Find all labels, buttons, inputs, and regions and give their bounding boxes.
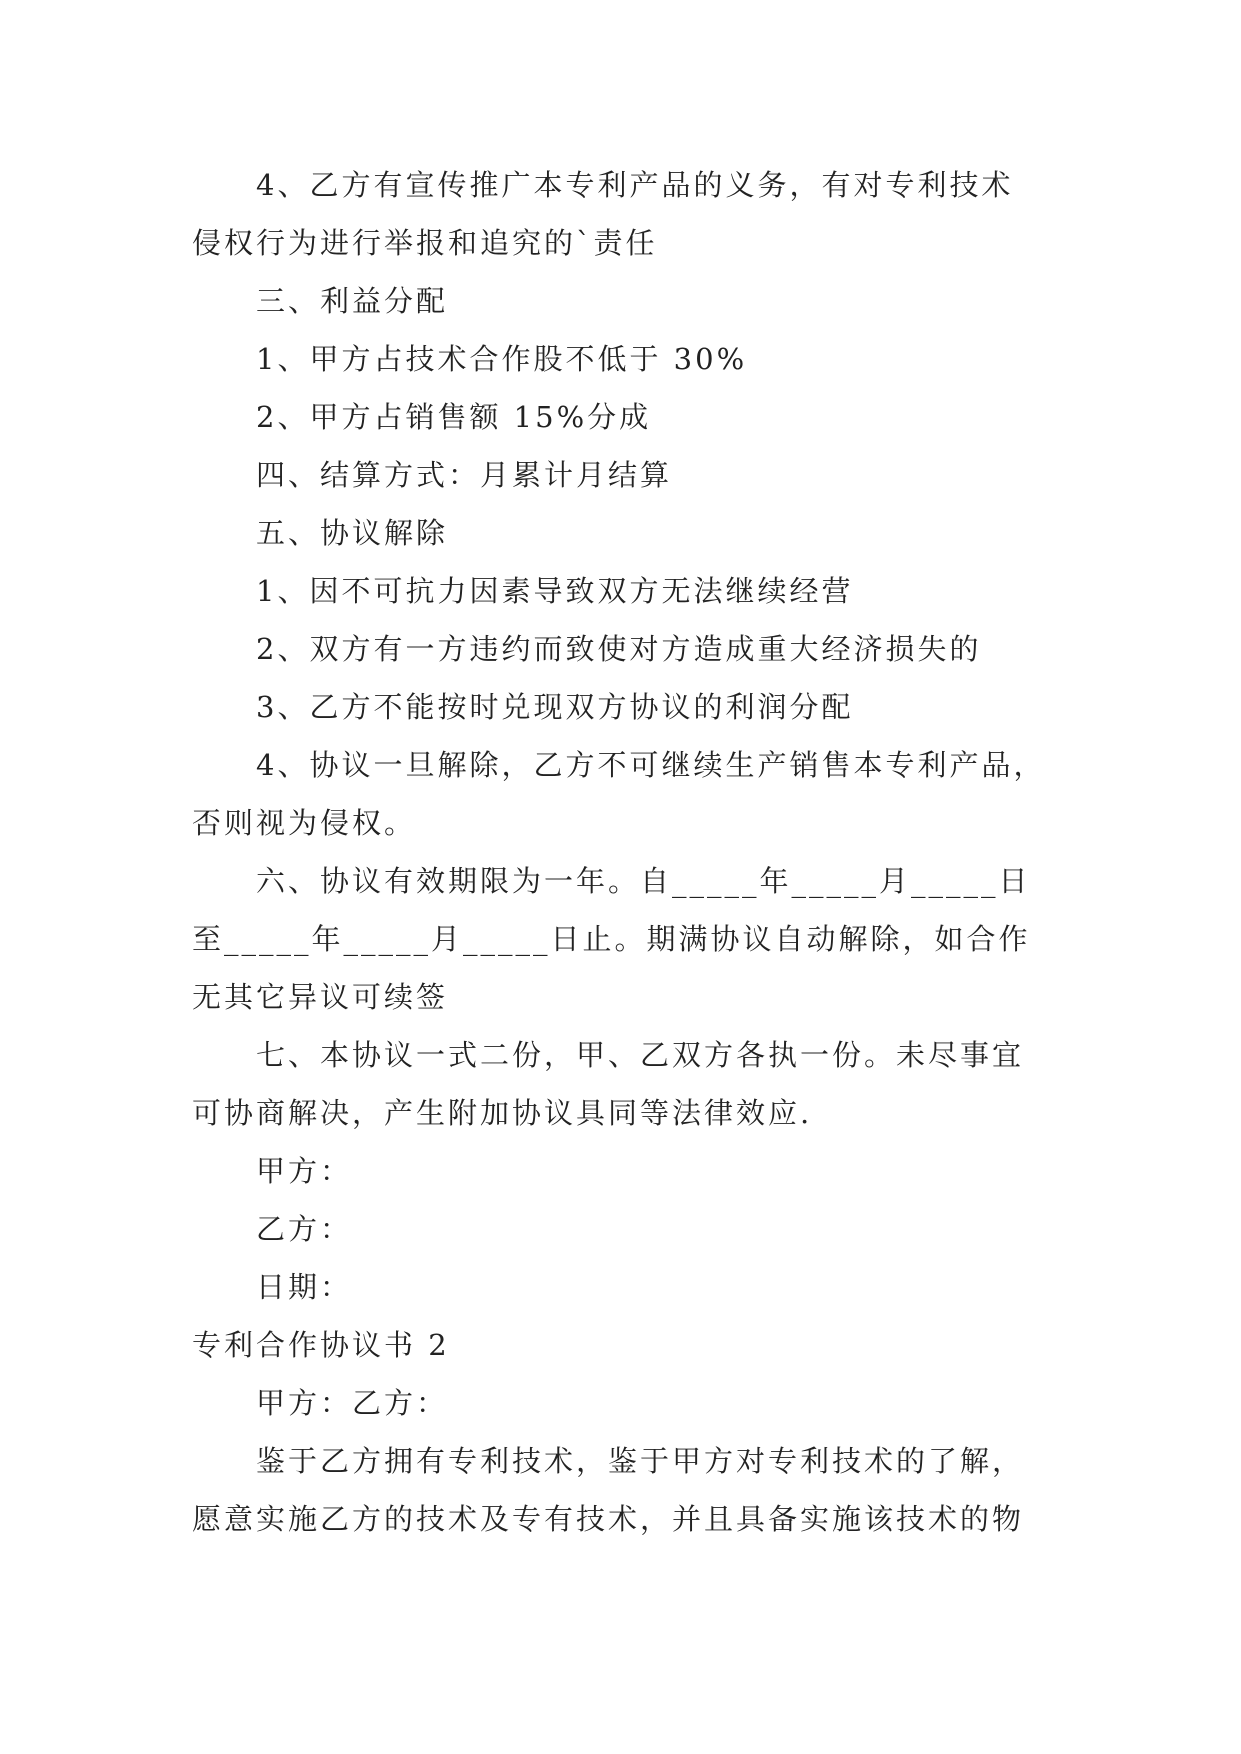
paragraph-line: 2、甲方占销售额 15%分成 bbox=[256, 400, 652, 434]
paragraph-line: 至_____年_____月_____日止。期满协议自动解除，如合作 bbox=[192, 922, 1031, 956]
paragraph-line: 1、甲方占技术合作股不低于 30% bbox=[256, 342, 748, 376]
paragraph-line: 鉴于乙方拥有专利技术，鉴于甲方对专利技术的了解， bbox=[256, 1444, 1025, 1478]
paragraph-line: 七、本协议一式二份，甲、乙双方各执一份。未尽事宜 bbox=[256, 1038, 1025, 1072]
paragraph-line: 1、因不可抗力因素导致双方无法继续经营 bbox=[256, 574, 854, 608]
paragraph-line: 六、协议有效期限为一年。自_____年_____月_____日 bbox=[256, 864, 1031, 898]
signature-date: 日期： bbox=[256, 1270, 353, 1304]
document-body bbox=[192, 156, 1072, 1548]
paragraph-line: 4、乙方有宣传推广本专利产品的义务，有对专利技术 bbox=[256, 168, 1014, 202]
paragraph-line: 否则视为侵权。 bbox=[192, 806, 417, 840]
signature-party-a: 甲方： bbox=[256, 1154, 353, 1188]
section-heading: 五、协议解除 bbox=[256, 516, 449, 550]
paragraph-line: 可协商解决，产生附加协议具同等法律效应. bbox=[192, 1096, 813, 1130]
document-title: 专利合作协议书 2 bbox=[192, 1328, 450, 1362]
paragraph-line: 3、乙方不能按时兑现双方协议的利润分配 bbox=[256, 690, 854, 724]
paragraph-line: 4、协议一旦解除，乙方不可继续生产销售本专利产品， bbox=[256, 748, 1046, 782]
parties-line: 甲方：乙方： bbox=[256, 1386, 449, 1420]
section-heading: 四、结算方式：月累计月结算 bbox=[256, 458, 673, 492]
paragraph-line: 侵权行为进行举报和追究的`责任 bbox=[192, 226, 658, 260]
signature-party-b: 乙方： bbox=[256, 1212, 353, 1246]
paragraph-line: 2、双方有一方违约而致使对方造成重大经济损失的 bbox=[256, 632, 982, 666]
paragraph-line: 无其它异议可续签 bbox=[192, 980, 449, 1014]
section-heading: 三、利益分配 bbox=[256, 284, 449, 318]
paragraph-line: 愿意实施乙方的技术及专有技术，并且具备实施该技术的物 bbox=[192, 1502, 1025, 1536]
